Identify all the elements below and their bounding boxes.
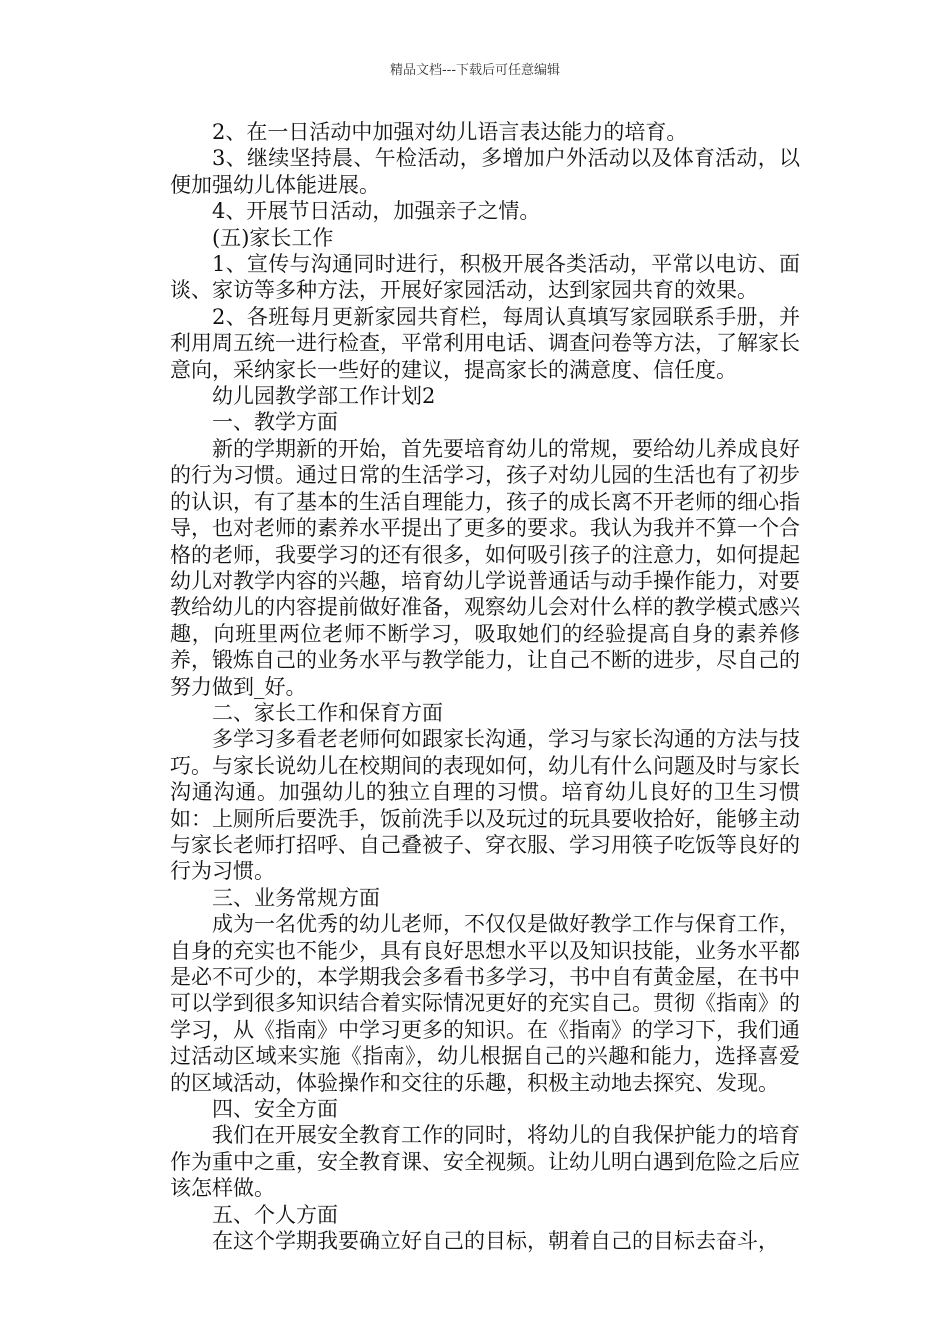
paragraph-personal: 在这个学期我要确立好自己的目标，朝着自己的目标去奋斗，: [212, 1229, 779, 1254]
section-heading-business-routine: 三、业务常规方面: [212, 885, 380, 910]
section-heading-personal: 五、个人方面: [212, 1202, 338, 1227]
document-body: [170, 119, 800, 1254]
paragraph-teaching: 新的学期新的开始，首先要培育幼儿的常规，要给幼儿养成良好的行为习惯。通过日常的生活学习，孩子对幼儿园的生活也有了初步的认识，有了基本的生活自理能力，孩子的成长离不开老师的细心指导，也对老师的素养水平提出了更多的要求。我认为我并不算一个合格的老师，我要学习的还有很多，如何吸引孩子的注意力，如何提起幼儿对教学内容的兴趣，培育幼儿学说普通话与动手操作能力，对要教给幼儿的内容提前做好准备，观察幼儿会对什么样的教学模式感兴趣，向班里两位老师不断学习，吸取她们的经验提高自身的素养修养，锻炼自己的业务水平与教学能力，让自己不断的进步，尽自己的努力做到_好。: [170, 436, 800, 699]
section-heading-safety: 四、安全方面: [212, 1097, 338, 1122]
paragraph-parent-work-2: 2、各班每月更新家园共育栏，每周认真填写家园联系手册，并利用周五统一进行检查，平常利用电话、调查问卷等方法，了解家长意向，采纳家长一些好的建议，提高家长的满意度、信任度。: [170, 304, 800, 382]
header-watermark-text: 精品文档---下载后可任意编辑: [389, 63, 561, 78]
paragraph-item-3: 3、继续坚持晨、午检活动，多增加户外活动以及体育活动，以便加强幼儿体能进展。: [170, 146, 800, 197]
section-heading-teaching: 一、教学方面: [212, 410, 338, 435]
paragraph-parent-work-1: 1、宣传与沟通同时进行，积极开展各类活动，平常以电访、面谈、家访等多种方法，开展好家园活动，达到家园共育的效果。: [170, 252, 800, 303]
paragraph-parents-care: 多学习多看老老师何如跟家长沟通，学习与家长沟通的方法与技巧。与家长说幼儿在校期间的表现如何，幼儿有什么问题及时与家长沟通沟通。加强幼儿的独立自理的习惯。培育幼儿良好的卫生习惯如：上厕所后要洗手，饭前洗手以及玩过的玩具要收拾好，能够主动与家长老师打招呼、自己叠被子、穿衣服、学习用筷子吃饭等良好的行为习惯。: [170, 727, 800, 884]
document-title-plan-2: 幼儿园教学部工作计划2: [212, 384, 436, 409]
paragraph-item-4: 4、开展节日活动，加强亲子之情。: [212, 199, 541, 224]
page-header: [0, 62, 950, 80]
paragraph-item-2: 2、在一日活动中加强对幼儿语言表达能力的培育。: [212, 120, 688, 144]
section-heading-parents-care: 二、家长工作和保育方面: [212, 700, 443, 725]
paragraph-business-routine: 成为一名优秀的幼儿老师，不仅仅是做好教学工作与保育工作，自身的充实也不能少，具有良好思想水平以及知识技能，业务水平都是必不可少的，本学期我会多看书多学习，书中自有黄金屋，在书中可以学到很多知识结合着实际情况更好的充实自己。贯彻《指南》的学习，从《指南》中学习更多的知识。在《指南》的学习下，我们通过活动区域来实施《指南》，幼儿根据自己的兴趣和能力，选择喜爱的区域活动，体验操作和交往的乐趣，积极主动地去探究、发现。: [170, 912, 800, 1095]
paragraph-safety: 我们在开展安全教育工作的同时，将幼儿的自我保护能力的培育作为重中之重，安全教育课、安全视频。让幼儿明白遇到危险之后应该怎样做。: [170, 1123, 800, 1201]
section-heading-parent-work: (五)家长工作: [212, 225, 334, 250]
